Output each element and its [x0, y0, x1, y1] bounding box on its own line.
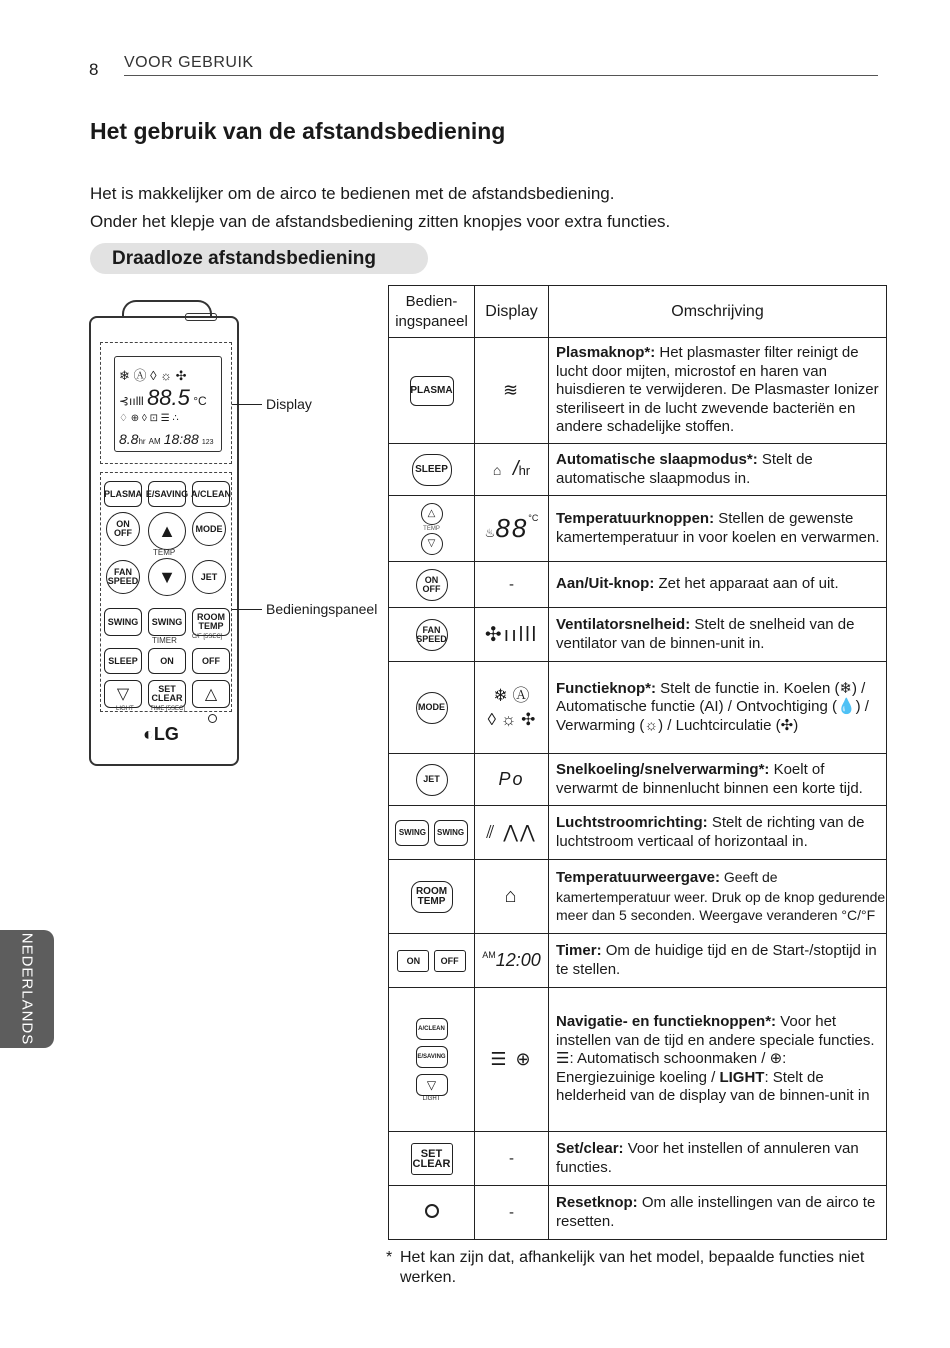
temp-label: TEMP	[423, 525, 440, 532]
esaving-button[interactable]: E/SAVING	[416, 1046, 448, 1068]
fanspeed-button[interactable]: FAN SPEED	[416, 619, 448, 651]
table-row	[389, 338, 887, 444]
remote-timer-label: TIMER	[152, 636, 177, 645]
header-panel: Bedien- ingspaneel	[389, 286, 475, 338]
reset-display: -	[475, 1186, 549, 1240]
remote-jet-button[interactable]: JET	[192, 560, 226, 594]
remote-light-label: LIGHT	[116, 706, 134, 712]
mode-display-icons: ❄ Ⓐ ◊ ☼ ✣	[487, 685, 536, 729]
intro-text	[90, 180, 670, 236]
page-title: Het gebruik van de afstandsbediening	[90, 118, 506, 144]
row-term: Timer:	[556, 942, 602, 959]
row-text: Voor het instellen van de tijd en andere speciale functies.	[556, 1013, 875, 1049]
remote-nav-up-button[interactable]: △	[192, 680, 230, 708]
aclean-button[interactable]: A/CLEAN	[416, 1018, 448, 1040]
remote-off-button[interactable]: OFF	[192, 648, 230, 674]
row-text-3: : Energiezuinige koeling /	[556, 1050, 787, 1086]
onoff-button[interactable]: ON OFF	[416, 569, 448, 601]
remote-swing-horizontal-button[interactable]: SWING	[148, 608, 186, 636]
jet-button[interactable]: JET	[416, 764, 448, 796]
temp-thermo-icon: ♨	[484, 526, 496, 540]
lcd-hr: hr	[138, 437, 146, 446]
table-header-row	[389, 286, 887, 338]
table-row	[389, 988, 887, 1132]
functions-table	[388, 285, 887, 1240]
row-term: Ventilatorsnelheid:	[556, 616, 691, 633]
intro-line: Onder het klepje van de afstandsbediening zitten knopjes voor extra functies.	[90, 212, 671, 231]
setclear-button[interactable]: SET CLEAR	[411, 1143, 453, 1175]
table-row	[389, 562, 887, 608]
plasma-display-icon: ≋	[502, 380, 521, 400]
row-text: Zet het apparaat aan of uit.	[654, 575, 839, 593]
setclear-display: -	[475, 1132, 549, 1186]
esaving-icon: ⊕	[769, 1050, 783, 1068]
swing-display-icon: ⫽ ⋀⋀	[486, 822, 537, 842]
row-text: Geeft de kamertemperatuur weer. Druk op de knop gedurende meer dan 5 seconden. Weergave veranderen °C/°F	[556, 869, 886, 924]
intro-line: Het is makkelijker om de airco te bedienen met de afstandsbediening.	[90, 184, 615, 203]
row-text: Koelt of verwarmt de binnenlucht binnen een korte tijd.	[556, 761, 863, 797]
remote-setclear-button[interactable]: SET CLEAR	[148, 680, 186, 708]
remote-nav-down-button[interactable]: ▽	[104, 680, 142, 708]
row-term: Functieknop*:	[556, 679, 656, 697]
lcd-temp-row: ⊰ıılll 88.5 °C	[119, 385, 207, 410]
language-tab	[0, 930, 54, 1048]
row-term: Aan/Uit-knop:	[556, 575, 655, 593]
roomtemp-display-icon: ⌂	[504, 885, 519, 907]
row-term: Set/clear:	[556, 1140, 624, 1157]
row-term: Plasmaknop*:	[556, 344, 656, 362]
temp-down-button[interactable]: ▽	[421, 533, 443, 555]
row-text: Het plasmaster filter reinigt de lucht door mijten, microstof en haren van huisdieren te verwijderen. De Plasmaster Ionizer steriliseert in de lucht zwevende bacteriën en andere schadelijke stoffen.	[556, 344, 879, 436]
temp-display: 88	[495, 513, 529, 543]
remote-esaving-button[interactable]: E/SAVING	[148, 481, 186, 507]
timer-on-button[interactable]: ON	[397, 950, 429, 972]
row-text: Voor het instellen of annuleren van functies.	[556, 1140, 859, 1176]
table-row	[389, 608, 887, 662]
remote-logo: ◐LG	[143, 724, 179, 744]
fanspeed-display-icon: ✣ıılll	[484, 624, 539, 646]
lcd-timer-hours: 8.8	[119, 431, 139, 447]
remote-temp-down-button[interactable]: ▼	[148, 558, 186, 596]
autoclean-icon: ☰	[556, 1050, 570, 1068]
lcd-timer-row	[119, 431, 214, 447]
table-row	[389, 806, 887, 860]
lcd-icon-row: ♢ ⊕ ◊ ⊡ ☰ ∴	[119, 413, 179, 424]
language-tab-label: NEDERLANDS	[18, 932, 36, 1046]
table-row	[389, 860, 887, 934]
remote-temp-label: TEMP	[153, 548, 176, 557]
remote-swing-vertical-button[interactable]: SWING	[104, 608, 142, 636]
remote-lcd	[114, 356, 222, 452]
display-callout-line	[232, 404, 262, 405]
remote-time-label: TIME [5SEC]	[150, 706, 186, 712]
lcd-am: AM	[148, 437, 161, 446]
row-text: Stelt de functie in. Koelen (❄) / Automatische functie (AI) / Ontvochtiging (💧) / Verwarming (☼) / Luchtcirculatie (✣)	[556, 679, 869, 734]
header-display: Display	[475, 286, 549, 338]
jet-display: Po	[498, 769, 525, 789]
row-text: Om alle instellingen van de airco te resetten.	[556, 1194, 876, 1230]
display-callout-label: Display	[266, 396, 312, 412]
nav-display-icons: ☰ ⊕	[490, 1049, 533, 1069]
remote-on-button[interactable]: ON	[148, 648, 186, 674]
table-row	[389, 662, 887, 754]
table-row	[389, 496, 887, 562]
onoff-display: -	[475, 562, 549, 608]
sleep-display-icon: ⌂ /	[492, 458, 519, 480]
mode-button[interactable]: MODE	[416, 692, 448, 724]
header-rule	[124, 75, 878, 76]
lcd-temp: 88.5	[147, 385, 190, 410]
remote-mode-button[interactable]: MODE	[192, 512, 226, 546]
remote-ir-window	[185, 313, 217, 321]
sleep-button[interactable]: SLEEP	[412, 454, 452, 486]
temp-up-button[interactable]: △	[421, 503, 443, 525]
section-header: VOOR GEBRUIK	[124, 54, 254, 71]
page-number: 8	[89, 60, 99, 79]
remote-aclean-button[interactable]: A/CLEAN	[192, 481, 230, 507]
timer-display: 12:00	[495, 950, 541, 970]
table-row	[389, 1186, 887, 1240]
row-term: Resetknop:	[556, 1194, 638, 1211]
remote-roomtemp-button[interactable]: ROOM TEMP	[192, 608, 230, 636]
plasma-button[interactable]: PLASMA	[410, 376, 454, 406]
panel-callout-label: Bedieningspaneel	[266, 601, 378, 617]
remote-logo-text: LG	[153, 724, 179, 744]
table-row	[389, 444, 887, 496]
panel-callout-line	[232, 609, 262, 610]
row-term: Temperatuurweergave:	[556, 869, 720, 887]
reset-button[interactable]	[425, 1204, 439, 1218]
swing-horizontal-button[interactable]: SWING	[434, 820, 468, 846]
roomtemp-button[interactable]: ROOM TEMP	[411, 881, 453, 913]
light-label: LIGHT	[422, 1095, 441, 1102]
row-term: Navigatie- en functieknoppen*:	[556, 1013, 777, 1031]
light-button[interactable]: ▽	[416, 1074, 448, 1096]
header-description: Omschrijving	[549, 286, 887, 338]
row-term: Luchtstroomrichting:	[556, 814, 708, 831]
lcd-clock: 18:88	[163, 431, 199, 447]
row-term-2: LIGHT	[719, 1068, 765, 1086]
table-row	[389, 934, 887, 988]
remote-cf-label: C/F [5SEC]	[192, 634, 223, 640]
remote-plasma-button[interactable]: PLASMA	[104, 481, 142, 507]
row-text: Stelt de automatische slaapmodus in.	[556, 451, 813, 487]
table-row	[389, 754, 887, 806]
row-term: Automatische slaapmodus*:	[556, 451, 758, 468]
row-text: Om de huidige tijd en de Start-/stoptijd in te stellen.	[556, 942, 877, 978]
remote-reset-button[interactable]	[208, 714, 217, 723]
timer-display-am: AM	[482, 950, 496, 960]
temp-display-unit: °C	[528, 513, 539, 523]
lcd-digits: 123	[201, 439, 214, 446]
row-text: Stellen de gewenste kamertemperatuur in voor koelen en verwarmen.	[556, 510, 880, 546]
swing-vertical-button[interactable]: SWING	[395, 820, 429, 846]
sleep-display-hr: hr	[518, 463, 531, 478]
remote-onoff-button[interactable]: ON OFF	[106, 512, 140, 546]
row-term: Snelkoeling/snelverwarming*:	[556, 761, 770, 778]
lcd-mode-icons: ❄ Ⓐ ◊ ☼ ✣	[119, 368, 187, 383]
row-term: Temperatuurknoppen:	[556, 510, 715, 527]
footnote-star: *	[386, 1249, 393, 1266]
row-text: Stelt de richting van de luchtstroom verticaal of horizontaal in.	[556, 814, 865, 850]
footnote-text: Het kan zijn dat, afhankelijk van het model, bepaalde functies niet werken.	[400, 1249, 865, 1286]
subsection-heading: Draadloze afstandsbediening	[90, 243, 428, 274]
table-row	[389, 1132, 887, 1186]
row-text-2: : Automatisch schoonmaken /	[569, 1050, 770, 1068]
row-text: Stelt de snelheid van de ventilator van de binnen-unit in.	[556, 616, 855, 652]
timer-off-button[interactable]: OFF	[434, 950, 466, 972]
remote-sleep-button[interactable]: SLEEP	[104, 648, 142, 674]
row-text-4: : Stelt de helderheid van de display van de binnen-unit in	[556, 1068, 870, 1105]
remote-temp-up-button[interactable]: ▲	[148, 512, 186, 550]
remote-fanspeed-button[interactable]: FAN SPEED	[106, 560, 140, 594]
